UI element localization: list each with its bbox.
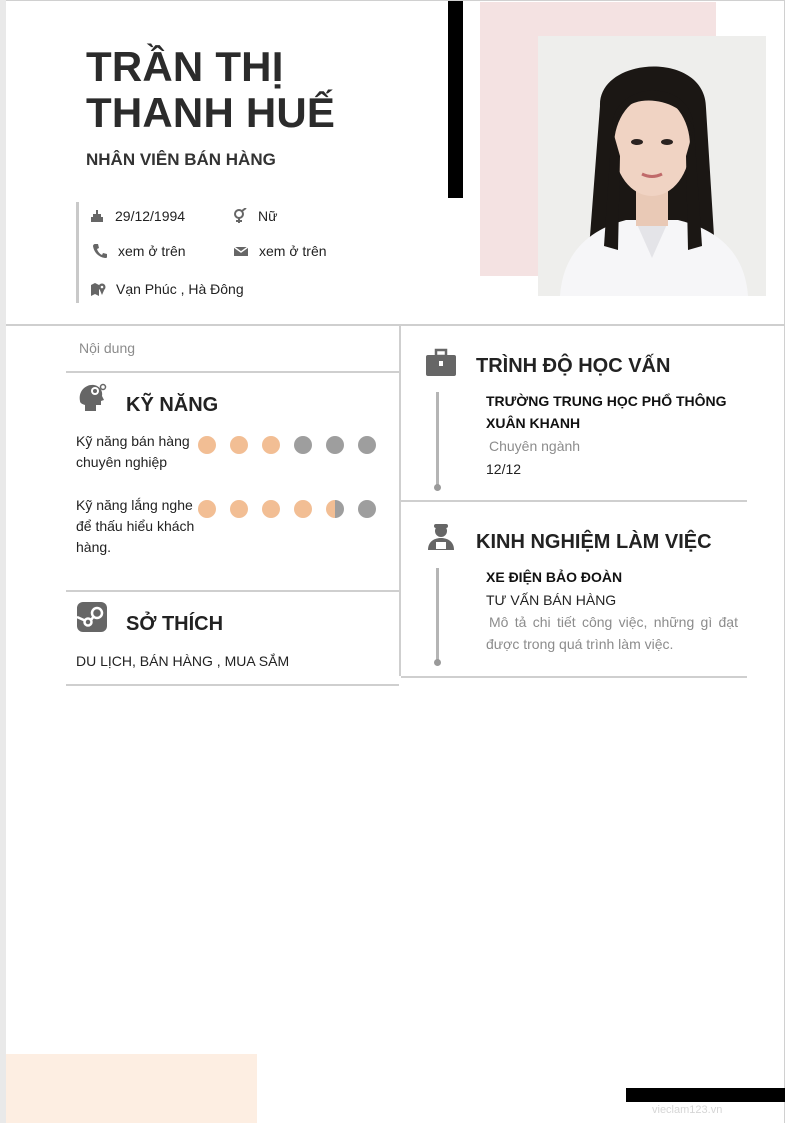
skill-dot [262, 436, 280, 454]
phone-value: xem ở trên [118, 243, 186, 259]
education-divider [401, 500, 747, 502]
gender-value: Nữ [258, 208, 278, 224]
skill-rating-2 [198, 500, 376, 518]
page-left-edge [0, 0, 6, 1123]
skills-divider [66, 590, 399, 592]
skill-dot [326, 500, 344, 518]
briefcase-icon [425, 347, 457, 379]
placeholder-divider [66, 371, 399, 373]
head-gears-icon [76, 381, 108, 413]
candidate-name: TRẦN THỊ THANH HUẾ [86, 43, 336, 136]
cake-icon [89, 208, 105, 224]
gender-row [232, 208, 277, 224]
skill-name-1: Kỹ năng bán hàng chuyên nghiệp [76, 433, 190, 470]
experience-divider [401, 676, 747, 678]
skill-name-2: Kỹ năng lắng nghe để thấu hiểu khách hàng. [76, 497, 195, 555]
skills-title: KỸ NĂNG [126, 394, 219, 416]
skill-dot [358, 500, 376, 518]
skill-dot [198, 500, 216, 518]
skill-dot [262, 500, 280, 518]
worker-icon [425, 522, 457, 554]
company-name: XE ĐIỆN BẢO ĐOÀN [486, 569, 623, 585]
header-divider [6, 324, 785, 326]
content-placeholder: Nội dung [79, 340, 136, 356]
skill-dot [198, 436, 216, 454]
hobbies-title: SỞ THÍCH [126, 613, 224, 635]
gender-icon [232, 208, 248, 224]
info-accent-line [76, 202, 79, 303]
experience-timeline-dot [434, 659, 441, 666]
address-row [90, 281, 244, 297]
education-timeline-dot [434, 484, 441, 491]
watermark: vieclam123.vn [652, 1104, 723, 1116]
skill-dot [294, 436, 312, 454]
skill-dot [358, 436, 376, 454]
hobbies-text: DU LỊCH, BÁN HÀNG , MUA SẮM [76, 653, 290, 669]
decorative-black-bar [448, 1, 463, 198]
skill-dot [230, 500, 248, 518]
email-value: xem ở trên [259, 243, 327, 259]
phone-icon [92, 243, 108, 259]
profile-photo [538, 36, 766, 296]
mail-icon [233, 243, 249, 259]
decorative-bottom-bar [626, 1088, 785, 1102]
education-major: Chuyên ngành [489, 438, 581, 454]
decorative-peach-block [6, 1054, 257, 1123]
map-icon [90, 281, 106, 297]
position-title: TƯ VẤN BÁN HÀNG [486, 592, 617, 608]
school-name: TRƯỜNG TRUNG HỌC PHỔ THÔNG XUÂN KHANH [486, 393, 727, 431]
education-grade: 12/12 [486, 461, 522, 477]
top-border [6, 0, 785, 1]
education-timeline [436, 392, 439, 486]
hobbies-divider [66, 684, 399, 686]
birthday-value: 29/12/1994 [115, 208, 186, 224]
education-title: TRÌNH ĐỘ HỌC VẤN [476, 355, 671, 377]
skill-dot [326, 436, 344, 454]
steam-icon [76, 601, 108, 633]
address-value: Vạn Phúc , Hà Đông [116, 281, 244, 297]
skill-rating-1 [198, 436, 376, 454]
phone-row [92, 243, 186, 259]
email-row [233, 243, 327, 259]
experience-timeline [436, 568, 439, 662]
birthday-row [89, 208, 185, 224]
skill-dot [294, 500, 312, 518]
job-title: NHÂN VIÊN BÁN HÀNG [86, 150, 276, 169]
skill-dot [230, 436, 248, 454]
experience-title: KINH NGHIỆM LÀM VIỆC [476, 531, 712, 553]
job-description: Mô tả chi tiết công việc, những gì đạt được trong quá trình làm việc. [486, 614, 738, 652]
